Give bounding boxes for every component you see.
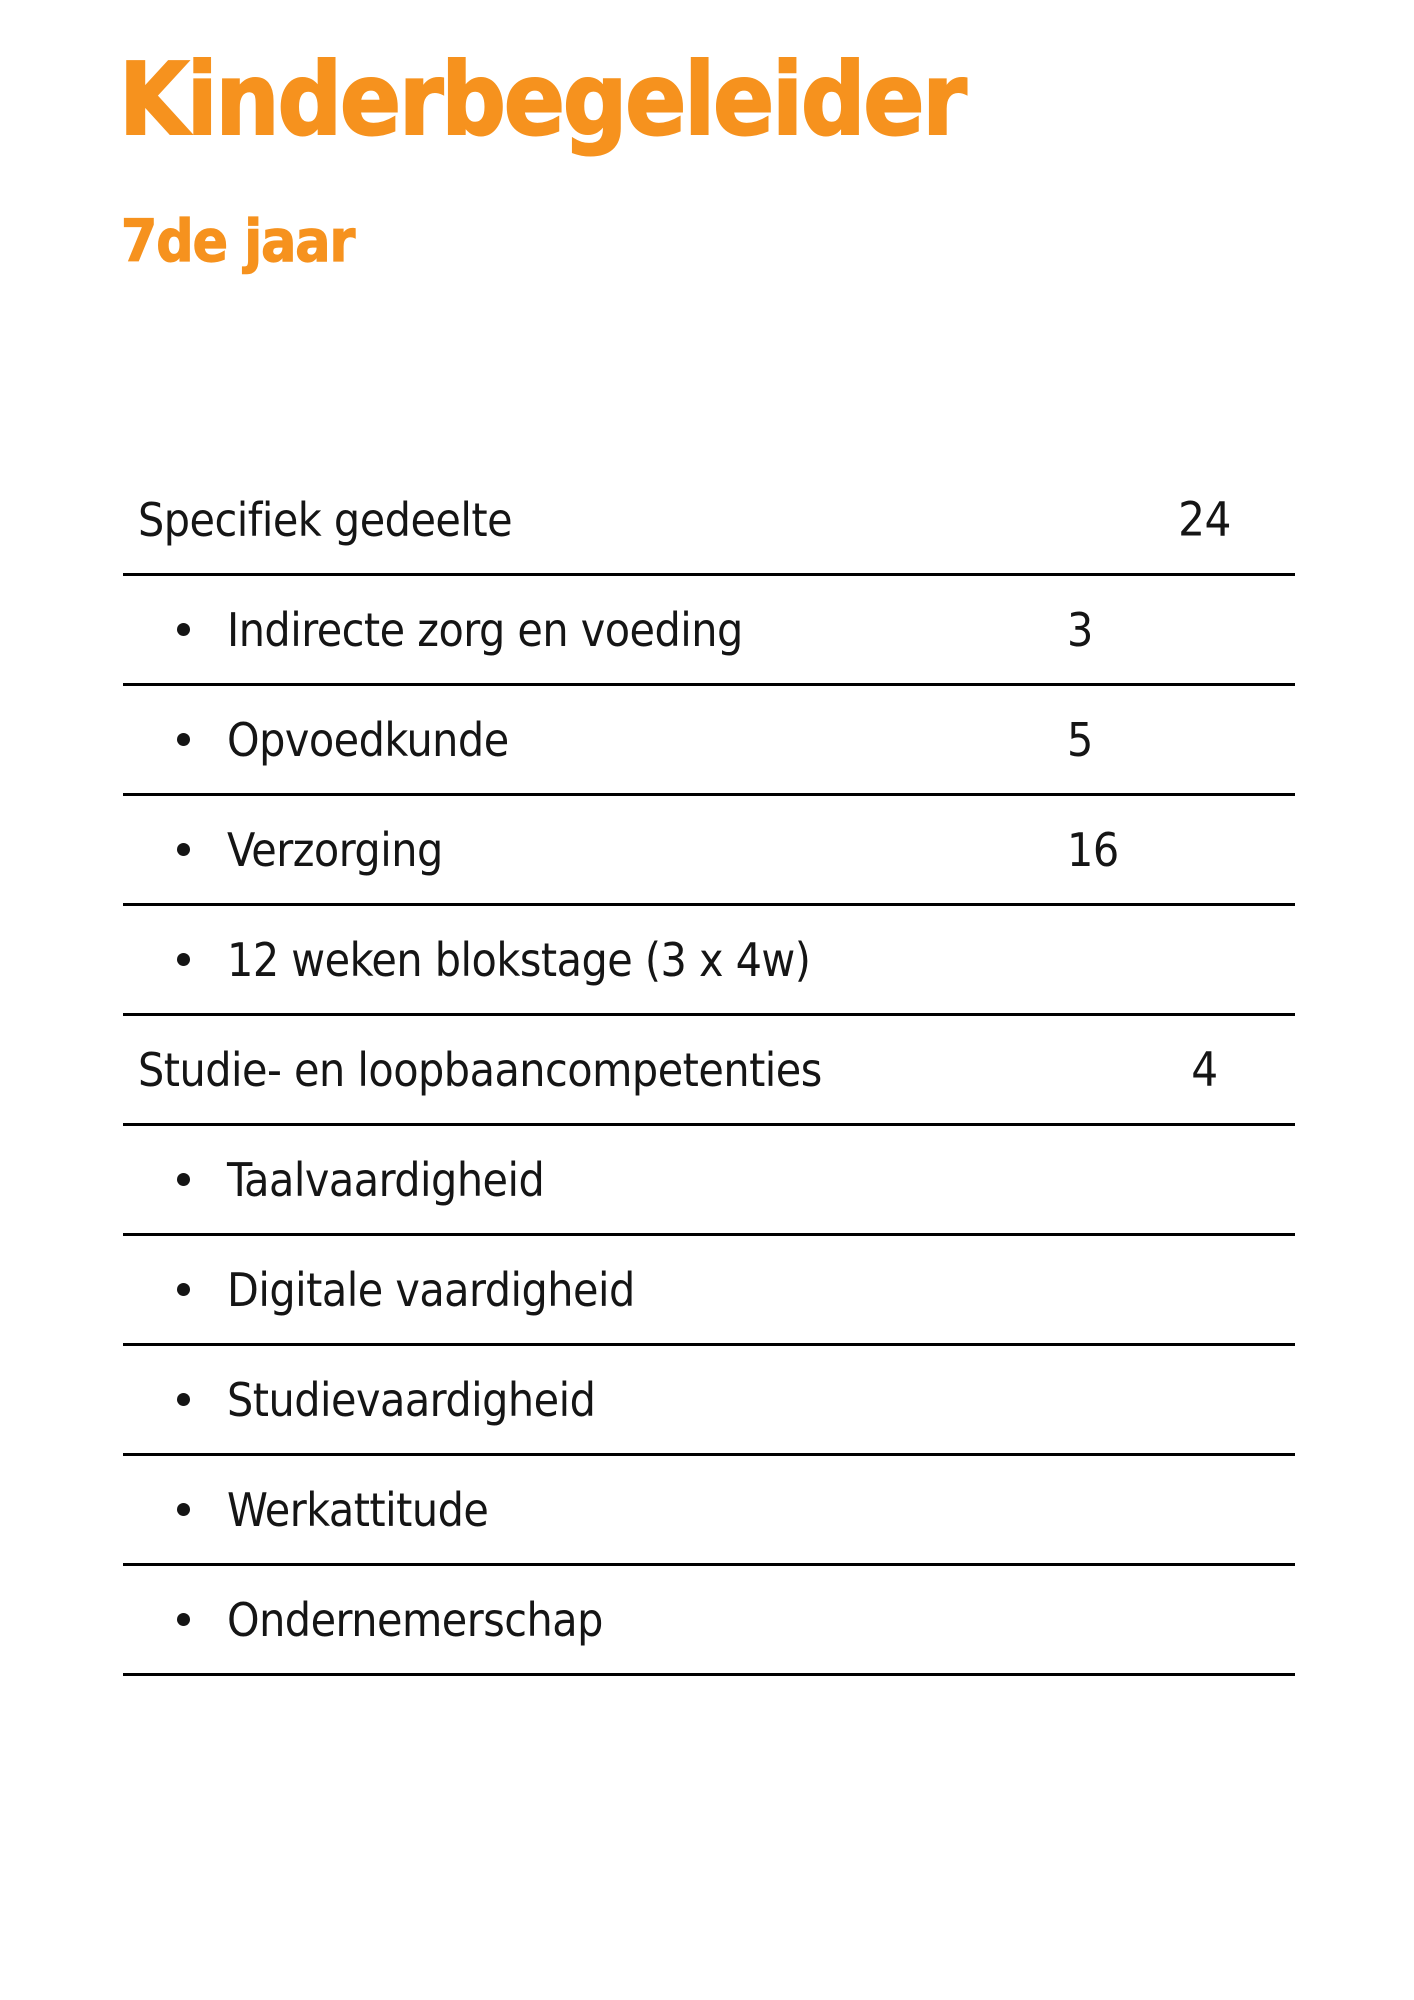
row-label: Werkattitude xyxy=(227,1482,489,1537)
bullet-icon xyxy=(177,1173,190,1186)
table-row xyxy=(123,1566,1295,1676)
table-row xyxy=(123,686,1295,796)
bullet-icon xyxy=(177,1613,190,1626)
row-label: Ondernemerschap xyxy=(227,1592,603,1647)
bullet-icon xyxy=(177,733,190,746)
row-hours: 5 xyxy=(1067,712,1093,767)
table-row xyxy=(123,796,1295,906)
bullet-icon xyxy=(177,953,190,966)
row-label: Indirecte zorg en voeding xyxy=(227,602,743,657)
row-total: 4 xyxy=(1191,1042,1218,1097)
table-row xyxy=(123,576,1295,686)
bullet-icon xyxy=(177,1283,190,1296)
row-label: Digitale vaardigheid xyxy=(227,1262,635,1317)
page-subtitle: 7de jaar xyxy=(121,207,355,275)
row-label: Verzorging xyxy=(227,822,443,877)
table-row xyxy=(123,1456,1295,1566)
curriculum-table xyxy=(123,466,1295,1676)
row-label: Studie- en loopbaancompetenties xyxy=(138,1042,822,1097)
bullet-icon xyxy=(177,623,190,636)
bullet-icon xyxy=(177,843,190,856)
row-label: Taalvaardigheid xyxy=(227,1152,545,1207)
row-label: 12 weken blokstage (3 x 4w) xyxy=(227,932,811,987)
bullet-icon xyxy=(177,1393,190,1406)
row-label: Specifiek gedeelte xyxy=(138,492,513,547)
table-row xyxy=(123,906,1295,1016)
table-row xyxy=(123,1236,1295,1346)
row-label: Opvoedkunde xyxy=(227,712,509,767)
row-total: 24 xyxy=(1178,492,1231,547)
table-row xyxy=(123,1346,1295,1456)
row-hours: 3 xyxy=(1067,602,1093,657)
table-row xyxy=(123,466,1295,576)
row-hours: 16 xyxy=(1067,822,1119,877)
row-label: Studievaardigheid xyxy=(227,1372,596,1427)
table-row xyxy=(123,1126,1295,1236)
table-row xyxy=(123,1016,1295,1126)
page-title: Kinderbegeleider xyxy=(119,41,965,158)
bullet-icon xyxy=(177,1503,190,1516)
